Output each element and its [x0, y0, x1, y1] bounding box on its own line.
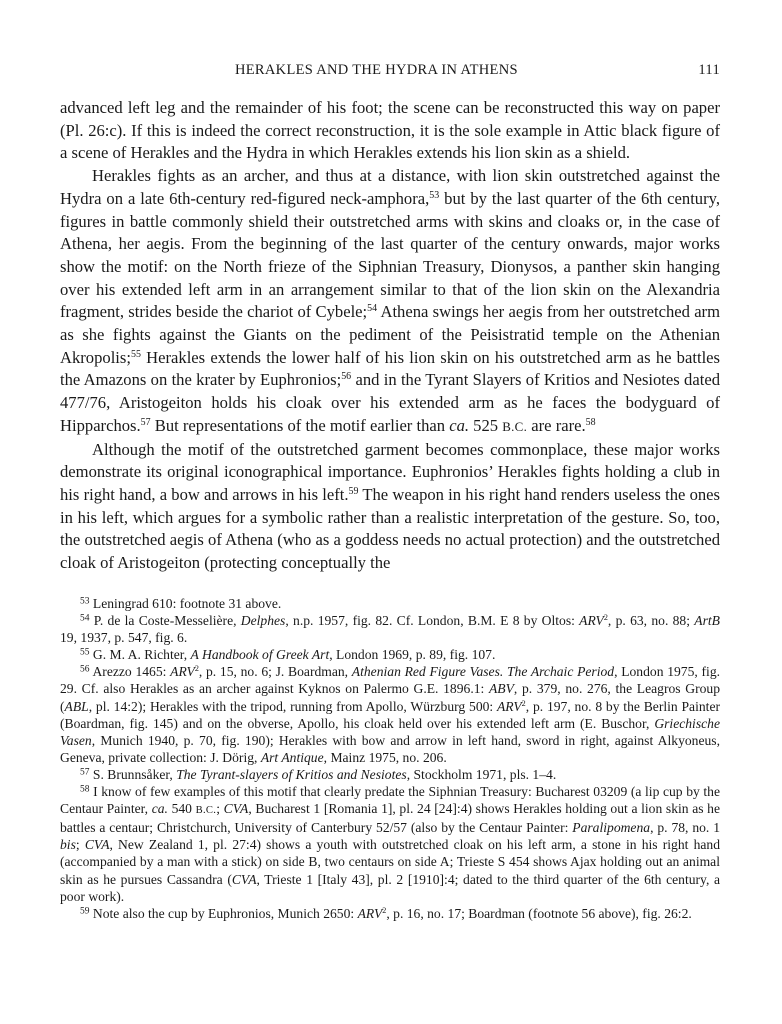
footnote-54: $^{54}$ P. de la Coste-Messelière, Delphes, n.p. 1957, fig. 82. Cf. London, B.M. E 8 by Oltos: ARV$^2$, p. 63, no. 88; ArtB 19, 1937, p. 547, fig. 6.	[60, 613, 720, 646]
footnote-ref-59: 59	[348, 485, 359, 497]
footnote-ref-54: 54	[367, 303, 378, 315]
footnote-55: $^{55}$ G. M. A. Richter, A Handbook of Greek Art, London 1969, p. 89, fig. 107.	[80, 647, 496, 663]
footnote-ref-53: 53	[429, 189, 440, 201]
footnote-57: $^{57}$ S. Brunnsåker, The Tyrant-slayers of Kritios and Nesiotes, Stockholm 1971, pls. 1–4.	[80, 766, 557, 782]
paragraph-1: advanced left leg and the remainder of his foot; the scene can be reconstructed this way on paper (Pl. 26:c). If this is indeed the correct reconstruction, it is the sole example in Attic black figure of a scene of Herakles and the Hydra in which Herakles extends his lion skin as a shield.	[60, 98, 720, 163]
footnotes	[60, 595, 720, 922]
paragraph-2: Herakles fights as an archer, and thus at a distance, with lion skin outstretched against the Hydra on a late 6th-century red-figured neck-amphora,$^{53}$ but by the last quarter of the 6th century, figures in battle commonly shield their outstretched arms with skins and cloaks or, in the case of Athena, her aegis. From the beginning of the last quarter of the century onwards, major works show the motif: on the North frieze of the Siphnian Treasury, Dionysos, a panther skin hanging over his extended left arm in an arrangement similar to that of the lion skin on the Alexandria fragment, strides beside the chariot of Cybele;$^{54}$ Athena swings her aegis from her outstretched arm as she fights against the Giants on the pediment of the Peisistratid temple on the Athenian Akropolis;$^{55}$ Herakles extends the lower half of his lion skin on his outstretched arm as he battles the Amazons on the krater by Euphronios;$^{56}$ and in the Tyrant Slayers of Kritios and Nesiotes dated 477/76, Aristogeiton holds his cloak over his extended arm as he faces the bodyguard of Hipparchos.$^{57}$ But representations of the motif earlier than ca. 525 B.C. are rare.$^{58}$	[60, 166, 720, 435]
footnote-58: $^{58}$ I know of few examples of this motif that clearly predate the Siphnian Treasury: Bucharest 03209 (a lip cup by the Centaur Painter, ca. 540 B.C.; CVA, Bucharest 1 [Romania 1], pl. 24 [24]:4) shows Herakles holding out a lion skin as he battles a centaur; Christchurch, University of Canterbury 52/57 (also by the Centaur Painter: Paralipomena, p. 78, no. 1 bis; CVA, New Zealand 1, pl. 27:4) shows a youth with outstretched cloak on his left arm, a stone in his right hand (accompanied by a man with a stick) on side B, two centaurs on side A; Trieste S 454 shows Ajax holding out an animal skin as he pursues Cassandra (CVA, Trieste 1 [Italy 43], pl. 2 [1910]:4; dated to the third quarter of the 6th century, a poor work).	[60, 784, 721, 904]
footnote-ref-58: 58	[585, 416, 596, 428]
footnote-ref-57: 57	[140, 416, 151, 428]
paragraph-3: Although the motif of the outstretched garment becomes commonplace, these major works demonstrate its original iconographical importance. Euphronios’ Herakles fights holding a club in his right hand, a bow and arrows in his left.$^{59}$ The weapon in his right hand renders useless the ones in his left, which argues for a symbolic rather than a realistic interpretation of the gesture. So, too, the outstretched aegis of Athena (who as a goddess needs no actual protection) and the outstretched cloak of Aristogeiton (protecting conceptually the	[60, 439, 720, 573]
footnote-56: $^{56}$ Arezzo 1465: ARV$^2$, p. 15, no. 6; J. Boardman, Athenian Red Figure Vases. The Archaic Period, London 1975, fig. 29. Cf. also Herakles as an archer against Kyknos on Palermo G.E. 1896.1: ABV, p. 379, no. 276, the Leagros Group (ABL, pl. 14:2); Herakles with the tripod, running from Apollo, Würzburg 500: ARV$^2$, p. 197, no. 8 by the Berlin Painter (Boardman, fig. 145) and on the obverse, Apollo, his cloak held over his extended left arm (E. Buschor, Griechische Vasen, Munich 1940, p. 70, fig. 190); Herakles with bow and arrow in left hand, sword in right, against Alkyoneus, Geneva, private collection: J. Dörig, Art Antique, Mainz 1975, no. 206.	[60, 664, 721, 765]
page-number: 111	[698, 62, 720, 78]
running-title: HERAKLES AND THE HYDRA IN ATHENS	[235, 62, 518, 78]
running-head	[60, 62, 720, 82]
footnote-ref-55: 55	[131, 348, 141, 360]
footnote-59: $^{59}$ Note also the cup by Euphronios, Munich 2650: ARV$^2$, p. 16, no. 17; Boardman (footnote 56 above), fig. 26:2.	[80, 905, 692, 921]
footnote-ref-56: 56	[341, 371, 352, 383]
footnote-53: $^{53}$ Leningrad 610: footnote 31 above.	[80, 596, 282, 611]
body-text	[60, 97, 720, 575]
